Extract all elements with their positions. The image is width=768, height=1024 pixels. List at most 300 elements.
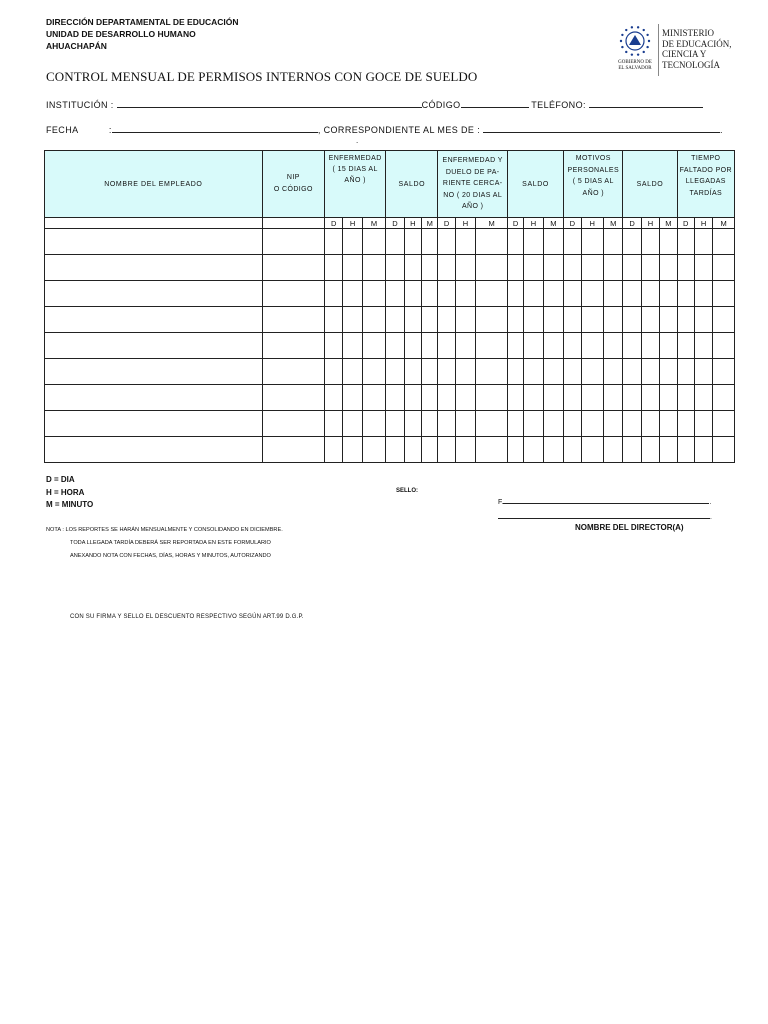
- time-cell[interactable]: [343, 281, 362, 307]
- time-cell[interactable]: [623, 255, 641, 281]
- time-cell[interactable]: [422, 359, 438, 385]
- director-line-dot: .: [710, 514, 712, 521]
- time-cell[interactable]: [713, 385, 735, 411]
- time-cell[interactable]: [641, 411, 659, 437]
- time-cell[interactable]: [603, 229, 622, 255]
- employee-name-cell[interactable]: [45, 307, 263, 333]
- nota-line-3: ANEXANDO NOTA CON FECHAS, DÍAS, HORAS Y MINUTOS, AUTORIZANDO: [70, 553, 271, 559]
- coat-of-arms-icon: [618, 24, 652, 58]
- time-cell[interactable]: [476, 307, 508, 333]
- nota-block: [46, 524, 283, 563]
- time-cell[interactable]: [543, 281, 563, 307]
- time-cell[interactable]: [677, 229, 694, 255]
- nip-line-1: NIP: [286, 174, 300, 181]
- time-cell[interactable]: [641, 281, 659, 307]
- nip-cell[interactable]: [262, 281, 324, 307]
- time-cell[interactable]: [581, 307, 603, 333]
- time-cell[interactable]: [564, 281, 581, 307]
- seal-star: [648, 40, 650, 42]
- duelo-line-3: RIENTE CERCA-: [442, 180, 503, 188]
- tiempo-line-4: TARDÍAS: [689, 189, 723, 197]
- employee-name-cell[interactable]: [45, 333, 263, 359]
- director-name-field[interactable]: [498, 512, 710, 519]
- time-cell[interactable]: [603, 385, 622, 411]
- tiempo-line-3: LLEGADAS: [685, 178, 726, 185]
- time-cell[interactable]: [422, 437, 438, 463]
- time-cell[interactable]: [524, 229, 543, 255]
- time-cell[interactable]: [438, 307, 455, 333]
- time-cell[interactable]: [641, 333, 659, 359]
- time-cell[interactable]: [564, 307, 581, 333]
- time-cell[interactable]: [404, 281, 421, 307]
- time-cell[interactable]: [623, 411, 641, 437]
- time-cell[interactable]: [543, 307, 563, 333]
- employee-name-cell[interactable]: [45, 255, 263, 281]
- fecha-field[interactable]: [112, 123, 318, 133]
- time-cell[interactable]: [603, 333, 622, 359]
- header-nombre-empleado: NOMBRE DEL EMPLEADO: [45, 151, 263, 218]
- seal-star: [631, 26, 633, 28]
- time-cell[interactable]: [404, 359, 421, 385]
- time-cell[interactable]: [325, 411, 343, 437]
- time-cell[interactable]: [713, 281, 735, 307]
- nip-cell[interactable]: [262, 385, 324, 411]
- time-cell[interactable]: [455, 359, 475, 385]
- time-cell[interactable]: [660, 333, 677, 359]
- time-cell[interactable]: [507, 411, 523, 437]
- subheader-m-6: M: [660, 218, 677, 229]
- time-cell[interactable]: [677, 255, 694, 281]
- time-cell[interactable]: [694, 281, 712, 307]
- employee-name-cell[interactable]: [45, 385, 263, 411]
- time-cell[interactable]: [603, 411, 622, 437]
- time-cell[interactable]: [581, 229, 603, 255]
- time-cell[interactable]: [660, 411, 677, 437]
- header-tiempo: [677, 151, 734, 218]
- time-cell[interactable]: [404, 411, 421, 437]
- subheader-m-5: M: [603, 218, 622, 229]
- time-cell[interactable]: [694, 359, 712, 385]
- time-cell[interactable]: [694, 411, 712, 437]
- subheader-m-2: M: [422, 218, 438, 229]
- subheader-d-2: D: [386, 218, 404, 229]
- time-cell[interactable]: [422, 385, 438, 411]
- time-cell[interactable]: [543, 333, 563, 359]
- time-cell[interactable]: [507, 255, 523, 281]
- time-cell[interactable]: [404, 307, 421, 333]
- time-cell[interactable]: [386, 385, 404, 411]
- time-cell[interactable]: [507, 307, 523, 333]
- nip-cell[interactable]: [262, 437, 324, 463]
- time-cell[interactable]: [404, 229, 421, 255]
- time-cell[interactable]: [694, 385, 712, 411]
- time-cell[interactable]: [564, 229, 581, 255]
- time-cell[interactable]: [524, 307, 543, 333]
- time-cell[interactable]: [713, 437, 735, 463]
- nip-cell[interactable]: [262, 255, 324, 281]
- time-cell[interactable]: [603, 281, 622, 307]
- table-row: [45, 281, 735, 307]
- nip-line-2: O CÓDIGO: [273, 186, 313, 193]
- time-cell[interactable]: [660, 437, 677, 463]
- time-cell[interactable]: [677, 385, 694, 411]
- mes-dot: .: [720, 125, 723, 135]
- fecha-label: FECHA: [46, 125, 79, 135]
- time-cell[interactable]: [677, 281, 694, 307]
- time-cell[interactable]: [507, 437, 523, 463]
- time-cell[interactable]: [386, 255, 404, 281]
- time-cell[interactable]: [581, 437, 603, 463]
- header-saldo-2: SALDO: [507, 151, 563, 218]
- seal-star: [621, 46, 623, 48]
- telefono-label: TELÉFONO:: [531, 100, 586, 110]
- time-cell[interactable]: [713, 359, 735, 385]
- time-cell[interactable]: [343, 411, 362, 437]
- time-cell[interactable]: [694, 229, 712, 255]
- time-cell[interactable]: [362, 411, 386, 437]
- time-cell[interactable]: [603, 437, 622, 463]
- time-cell[interactable]: [660, 229, 677, 255]
- time-cell[interactable]: [581, 385, 603, 411]
- time-cell[interactable]: [564, 255, 581, 281]
- subheader-d-6: D: [623, 218, 641, 229]
- time-cell[interactable]: [564, 411, 581, 437]
- telefono-field[interactable]: [589, 98, 703, 108]
- time-cell[interactable]: [564, 333, 581, 359]
- seal-star: [637, 53, 639, 55]
- time-cell[interactable]: [438, 333, 455, 359]
- time-cell[interactable]: [623, 333, 641, 359]
- mot-line-2: PERSONALES: [567, 166, 620, 174]
- time-cell[interactable]: [623, 229, 641, 255]
- subheader-d-7: D: [677, 218, 694, 229]
- nota-line-1: NOTA : LOS REPORTES SE HARÁN MENSUALMENTE Y CONSOLIDANDO EN DICIEMBRE.: [46, 527, 283, 533]
- time-cell[interactable]: [455, 307, 475, 333]
- gobierno-label: [612, 60, 658, 72]
- time-cell[interactable]: [603, 255, 622, 281]
- time-cell[interactable]: [455, 229, 475, 255]
- subheader-m-3: M: [476, 218, 508, 229]
- nip-cell[interactable]: [262, 411, 324, 437]
- firma-field[interactable]: [503, 497, 712, 506]
- ministry-line-2: DE EDUCACIÓN,: [662, 38, 732, 49]
- time-cell[interactable]: [694, 333, 712, 359]
- time-cell[interactable]: [660, 255, 677, 281]
- time-cell[interactable]: [507, 385, 523, 411]
- time-cell[interactable]: [623, 359, 641, 385]
- time-cell[interactable]: [713, 229, 735, 255]
- time-cell[interactable]: [362, 307, 386, 333]
- time-cell[interactable]: [343, 385, 362, 411]
- time-cell[interactable]: [438, 385, 455, 411]
- time-cell[interactable]: [343, 333, 362, 359]
- time-cell[interactable]: [386, 307, 404, 333]
- time-cell[interactable]: [507, 281, 523, 307]
- time-cell[interactable]: [476, 255, 508, 281]
- time-cell[interactable]: [660, 281, 677, 307]
- stray-dot: .: [356, 136, 359, 145]
- duelo-line-4: NO ( 20 DIAS AL: [443, 191, 503, 199]
- tiempo-line-1: TIEMPO: [691, 155, 721, 162]
- time-cell[interactable]: [507, 359, 523, 385]
- table-row: [45, 385, 735, 411]
- header-nip: [262, 151, 324, 218]
- header-motivos: [564, 151, 623, 218]
- time-cell[interactable]: [623, 437, 641, 463]
- enf-line-1: ENFERMEDAD: [328, 155, 382, 162]
- time-cell[interactable]: [422, 333, 438, 359]
- time-cell[interactable]: [325, 229, 343, 255]
- time-cell[interactable]: [641, 437, 659, 463]
- employee-name-cell[interactable]: [45, 437, 263, 463]
- subheader-d-1: D: [325, 218, 343, 229]
- ministry-name: [662, 28, 732, 70]
- time-cell[interactable]: [581, 333, 603, 359]
- time-cell[interactable]: [325, 281, 343, 307]
- time-cell[interactable]: [641, 255, 659, 281]
- employee-name-cell[interactable]: [45, 229, 263, 255]
- subheader-d-4: D: [507, 218, 523, 229]
- time-cell[interactable]: [543, 359, 563, 385]
- firma-line: [498, 497, 711, 506]
- institucion-field[interactable]: [117, 98, 422, 108]
- mot-line-1: MOTIVOS: [575, 155, 611, 162]
- subheader-row: [45, 218, 735, 229]
- time-cell[interactable]: [438, 437, 455, 463]
- time-cell[interactable]: [677, 411, 694, 437]
- time-cell[interactable]: [343, 359, 362, 385]
- time-cell[interactable]: [677, 359, 694, 385]
- time-cell[interactable]: [455, 411, 475, 437]
- time-cell[interactable]: [641, 359, 659, 385]
- time-cell[interactable]: [404, 255, 421, 281]
- nota-line-2: TODA LLEGADA TARDÍA DEBERÁ SER REPORTADA EN ESTE FORMULARIO: [70, 540, 271, 546]
- header-departamento: AHUACHAPÁN: [46, 41, 107, 51]
- time-cell[interactable]: [362, 333, 386, 359]
- subheader-h-2: H: [404, 218, 421, 229]
- time-cell[interactable]: [564, 359, 581, 385]
- time-cell[interactable]: [386, 281, 404, 307]
- time-cell[interactable]: [677, 333, 694, 359]
- time-cell[interactable]: [343, 255, 362, 281]
- time-cell[interactable]: [325, 437, 343, 463]
- time-cell[interactable]: [581, 359, 603, 385]
- time-cell[interactable]: [325, 333, 343, 359]
- time-cell[interactable]: [404, 385, 421, 411]
- nip-cell[interactable]: [262, 307, 324, 333]
- time-cell[interactable]: [524, 255, 543, 281]
- employee-name-cell[interactable]: [45, 281, 263, 307]
- time-cell[interactable]: [362, 385, 386, 411]
- time-cell[interactable]: [343, 229, 362, 255]
- time-cell[interactable]: [694, 255, 712, 281]
- gov-line-2: EL SALVADOR: [618, 66, 652, 71]
- seal-star: [620, 40, 622, 42]
- table-row: [45, 411, 735, 437]
- header-saldo-3: SALDO: [623, 151, 677, 218]
- time-cell[interactable]: [507, 229, 523, 255]
- time-cell[interactable]: [422, 281, 438, 307]
- time-cell[interactable]: [476, 229, 508, 255]
- time-cell[interactable]: [543, 255, 563, 281]
- employee-name-cell[interactable]: [45, 411, 263, 437]
- subheader-blank-nombre: [45, 218, 263, 229]
- time-cell[interactable]: [438, 229, 455, 255]
- ministry-logo: [612, 24, 752, 78]
- time-cell[interactable]: [438, 411, 455, 437]
- codigo-field[interactable]: [461, 98, 529, 108]
- seal-star: [637, 26, 639, 28]
- time-cell[interactable]: [362, 229, 386, 255]
- time-cell[interactable]: [476, 437, 508, 463]
- time-cell[interactable]: [677, 307, 694, 333]
- duelo-line-1: ENFERMEDAD Y: [442, 157, 503, 165]
- time-cell[interactable]: [543, 229, 563, 255]
- time-cell[interactable]: [476, 385, 508, 411]
- time-cell[interactable]: [362, 437, 386, 463]
- nip-cell[interactable]: [262, 229, 324, 255]
- table-row: [45, 437, 735, 463]
- time-cell[interactable]: [362, 255, 386, 281]
- mot-line-4: AÑO ): [582, 189, 604, 197]
- time-cell[interactable]: [694, 437, 712, 463]
- time-cell[interactable]: [325, 307, 343, 333]
- header-block: [46, 16, 239, 52]
- seal-star: [643, 29, 645, 31]
- time-cell[interactable]: [543, 385, 563, 411]
- time-cell[interactable]: [438, 359, 455, 385]
- time-cell[interactable]: [713, 255, 735, 281]
- seal-star: [631, 53, 633, 55]
- time-cell[interactable]: [524, 333, 543, 359]
- subheader-m-7: M: [713, 218, 735, 229]
- legend-minuto: M = MINUTO: [46, 500, 94, 509]
- subheader-h-5: H: [581, 218, 603, 229]
- time-cell[interactable]: [386, 229, 404, 255]
- time-cell[interactable]: [623, 385, 641, 411]
- tiempo-line-2: FALTADO POR: [679, 166, 732, 174]
- table-row: [45, 333, 735, 359]
- employee-name-cell[interactable]: [45, 359, 263, 385]
- ministry-line-4: TECNOLOGÍA: [662, 59, 720, 70]
- time-cell[interactable]: [543, 411, 563, 437]
- time-cell[interactable]: [564, 437, 581, 463]
- time-cell[interactable]: [438, 281, 455, 307]
- nip-cell[interactable]: [262, 333, 324, 359]
- time-cell[interactable]: [455, 333, 475, 359]
- time-cell[interactable]: [564, 385, 581, 411]
- time-cell[interactable]: [524, 385, 543, 411]
- subheader-h-3: H: [455, 218, 475, 229]
- time-cell[interactable]: [455, 281, 475, 307]
- time-cell[interactable]: [422, 307, 438, 333]
- time-cell[interactable]: [386, 359, 404, 385]
- seal-star: [625, 29, 627, 31]
- legend-hora: H = HORA: [46, 487, 85, 497]
- seal-star: [625, 51, 627, 53]
- time-cell[interactable]: [325, 359, 343, 385]
- time-cell[interactable]: [325, 255, 343, 281]
- time-cell[interactable]: [438, 255, 455, 281]
- time-cell[interactable]: [581, 255, 603, 281]
- enf-line-2: ( 15 DIAS AL: [332, 166, 378, 173]
- header-enfermedad-duelo: [438, 151, 508, 218]
- time-cell[interactable]: [422, 255, 438, 281]
- time-cell[interactable]: [476, 281, 508, 307]
- time-cell[interactable]: [507, 333, 523, 359]
- time-cell[interactable]: [455, 255, 475, 281]
- time-cell[interactable]: [623, 307, 641, 333]
- mes-label: , CORRESPONDIENTE AL MES DE :: [317, 125, 481, 135]
- mes-field[interactable]: [483, 123, 720, 133]
- nip-cell[interactable]: [262, 359, 324, 385]
- time-cell[interactable]: [404, 333, 421, 359]
- time-cell[interactable]: [422, 411, 438, 437]
- time-cell[interactable]: [660, 385, 677, 411]
- subheader-d-5: D: [564, 218, 581, 229]
- time-cell[interactable]: [581, 281, 603, 307]
- time-cell[interactable]: [524, 281, 543, 307]
- director-name-line: [498, 512, 712, 521]
- time-cell[interactable]: [422, 229, 438, 255]
- time-cell[interactable]: [455, 385, 475, 411]
- time-cell[interactable]: [325, 385, 343, 411]
- time-cell[interactable]: [404, 437, 421, 463]
- time-cell[interactable]: [524, 437, 543, 463]
- time-cell[interactable]: [713, 333, 735, 359]
- time-cell[interactable]: [641, 307, 659, 333]
- time-cell[interactable]: [455, 437, 475, 463]
- time-cell[interactable]: [713, 307, 735, 333]
- time-cell[interactable]: [603, 359, 622, 385]
- time-cell[interactable]: [581, 411, 603, 437]
- time-cell[interactable]: [476, 359, 508, 385]
- ministry-line-3: CIENCIA Y: [662, 49, 707, 59]
- header-unidad: UNIDAD DE DESARROLLO HUMANO: [46, 29, 196, 39]
- time-cell[interactable]: [641, 385, 659, 411]
- institution-line: [46, 98, 703, 110]
- header-enfermedad: [325, 151, 386, 218]
- time-cell[interactable]: [343, 307, 362, 333]
- time-cell[interactable]: [603, 307, 622, 333]
- time-cell[interactable]: [476, 333, 508, 359]
- time-cell[interactable]: [713, 411, 735, 437]
- subheader-h-1: H: [343, 218, 362, 229]
- time-cell[interactable]: [386, 411, 404, 437]
- time-cell[interactable]: [386, 437, 404, 463]
- time-cell[interactable]: [343, 437, 362, 463]
- time-cell[interactable]: [362, 359, 386, 385]
- seal-star: [621, 34, 623, 36]
- time-cell[interactable]: [660, 359, 677, 385]
- time-cell[interactable]: [362, 281, 386, 307]
- time-cell[interactable]: [694, 307, 712, 333]
- time-cell[interactable]: [476, 411, 508, 437]
- logo-divider: [658, 24, 659, 76]
- time-cell[interactable]: [543, 437, 563, 463]
- time-cell[interactable]: [677, 437, 694, 463]
- enf-line-3: AÑO ): [344, 177, 366, 184]
- header-saldo-1: SALDO: [386, 151, 438, 218]
- time-cell[interactable]: [524, 359, 543, 385]
- time-cell[interactable]: [641, 229, 659, 255]
- time-cell[interactable]: [386, 333, 404, 359]
- fecha-line: [46, 123, 723, 135]
- time-cell[interactable]: [660, 307, 677, 333]
- time-cell[interactable]: [524, 411, 543, 437]
- firma-prefix: F.: [498, 499, 504, 506]
- time-cell[interactable]: [623, 281, 641, 307]
